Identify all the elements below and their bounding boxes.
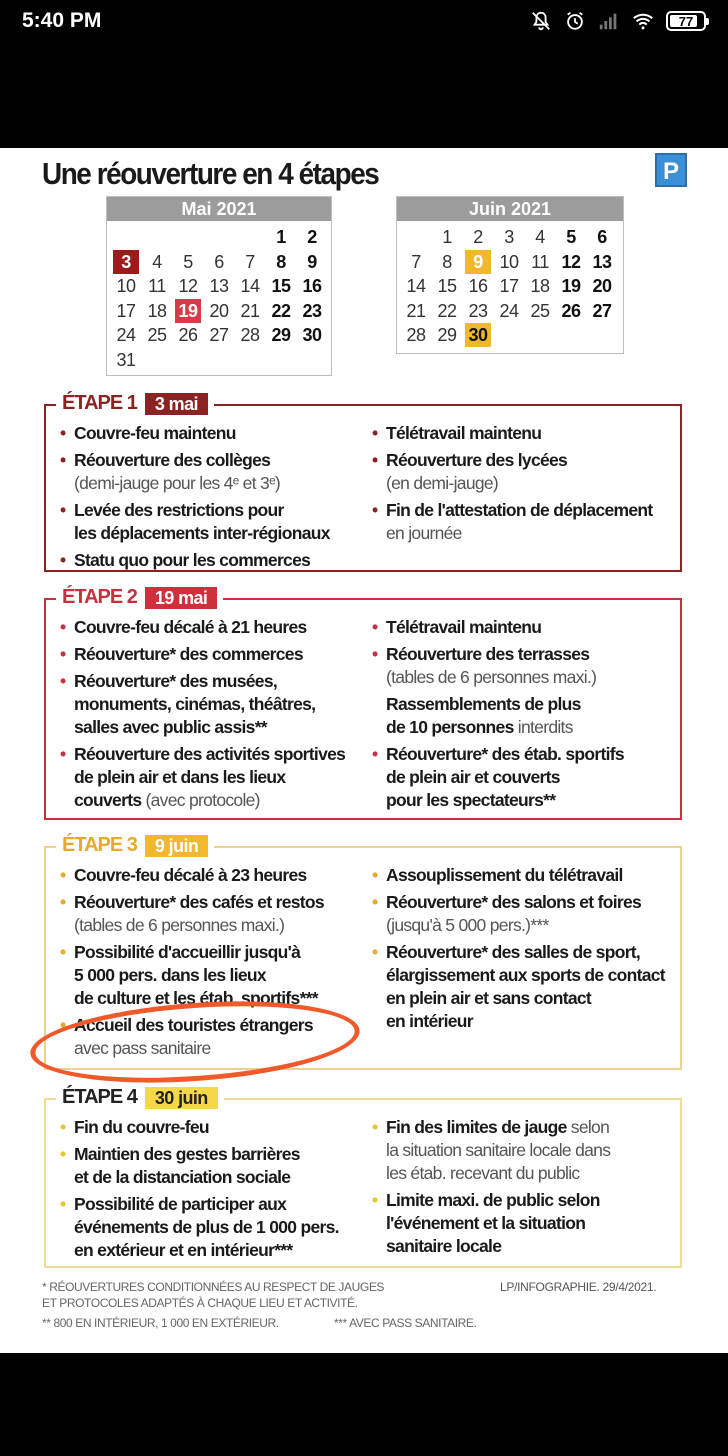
calendar-month: Juin 2021 (397, 197, 623, 221)
bullet-icon: • (372, 865, 378, 885)
calendar-day: 24 (116, 325, 136, 345)
stage-item-text: monuments, cinémas, théâtres, (74, 694, 316, 714)
stage-item (370, 643, 680, 689)
calendar-day: 11 (531, 251, 549, 272)
stage-item-text: les étab. recevant du public (386, 1163, 580, 1183)
stage-title (56, 392, 214, 415)
status-icons (530, 10, 706, 32)
bullet-icon: • (60, 1144, 66, 1164)
stage-item-text: en plein air et sans contact (386, 988, 592, 1008)
status-time: 5:40 PM (22, 9, 102, 32)
stage-title (56, 1086, 224, 1109)
calendar-day: 24 (499, 300, 519, 321)
stage-item (370, 891, 680, 937)
stage-item (58, 616, 368, 639)
bullet-icon: • (60, 892, 66, 912)
calendar-day: 15 (271, 276, 291, 296)
stage-item-text: Couvre-feu décalé à 23 heures (74, 865, 307, 885)
stage-item-text: 5 000 pers. dans les lieux (74, 965, 266, 985)
stage-item-text: et de la distanciation sociale (74, 1167, 291, 1187)
calendar-day: 18 (530, 276, 550, 296)
calendar-day: 28 (240, 325, 260, 345)
stage-item-text: interdits (517, 717, 573, 737)
calendar-day: 29 (271, 325, 291, 345)
publisher-logo: P (655, 153, 687, 187)
calendar-day: 2 (307, 227, 317, 247)
stage-item (58, 422, 368, 445)
stage-item-text: Fin de l'attestation de déplacement (386, 500, 653, 520)
bullet-icon: • (372, 1190, 378, 1210)
wifi-icon (632, 10, 654, 32)
stage-column-left (58, 422, 368, 576)
stage-item-text: Couvre-feu maintenu (74, 423, 236, 443)
calendar-day: 19 (561, 276, 581, 296)
bullet-icon: • (60, 865, 66, 885)
calendar-day: 30 (465, 323, 491, 347)
calendar-day: 7 (411, 251, 421, 272)
stage-column-right (370, 616, 680, 816)
stage-item-text: Statu quo pour les commerces (74, 550, 311, 570)
stage-item (370, 1189, 680, 1258)
calendar-day: 18 (147, 300, 167, 321)
calendar-day: 29 (437, 325, 457, 345)
calendar-day: 13 (592, 251, 612, 272)
calendar-month: Mai 2021 (107, 197, 331, 221)
alarm-icon (564, 10, 586, 32)
footnote-4: *** AVEC PASS SANITAIRE. (334, 1316, 477, 1330)
footnote-2: ET PROTOCOLES ADAPTÉS À CHAQUE LIEU ET ACTIVITÉ. (42, 1296, 358, 1310)
bullet-icon: • (60, 1194, 66, 1214)
stage-item (58, 743, 368, 812)
signal-icon (598, 10, 620, 32)
calendar-day: 23 (468, 300, 488, 321)
bullet-icon: • (60, 671, 66, 691)
stage-item-text: sanitaire locale (386, 1236, 502, 1256)
nav-bar (0, 1353, 728, 1456)
calendar-day: 13 (209, 276, 229, 296)
stage-item-text: Réouverture* des étab. sportifs (386, 744, 624, 764)
stage-title (56, 834, 214, 857)
calendar-day: 16 (468, 276, 488, 296)
stage-column-right (370, 1116, 680, 1262)
bullet-icon: • (372, 744, 378, 764)
calendar-day: 7 (245, 251, 255, 272)
bullet-icon: • (372, 892, 378, 912)
calendar-day: 6 (214, 251, 224, 272)
stage-item-text: l'événement et la situation (386, 1213, 586, 1233)
stage-item-text: Possibilité de participer aux (74, 1194, 287, 1214)
calendar-day: 28 (406, 325, 426, 345)
stage-item-text: Couvre-feu décalé à 21 heures (74, 617, 307, 637)
stage-label: ÉTAPE 4 (62, 1086, 137, 1108)
stage-item-text: en extérieur et en intérieur*** (74, 1240, 293, 1260)
battery-level: 77 (678, 13, 694, 29)
battery-icon (666, 11, 706, 31)
calendar-day: 9 (307, 251, 317, 272)
bullet-icon: • (372, 644, 378, 664)
stage-item-text: Réouverture* des salons et foires (386, 892, 642, 912)
stage-item-text: (tables de 6 personnes maxi.) (386, 667, 597, 687)
stage-item (58, 1143, 368, 1189)
stage-item (58, 499, 368, 545)
bullet-icon: • (60, 550, 66, 570)
stage-item-text: Réouverture des lycées (386, 450, 568, 470)
stage-item (370, 422, 680, 445)
stage-2-box (44, 586, 682, 820)
bullet-icon: • (372, 617, 378, 637)
page-title: Une réouverture en 4 étapes (42, 156, 379, 191)
stage-item-text: (jusqu'à 5 000 pers.)*** (386, 915, 549, 935)
stage-item-text: en intérieur (386, 1011, 473, 1031)
stage-item (370, 449, 680, 495)
stage-label: ÉTAPE 3 (62, 834, 137, 856)
bullet-icon: • (60, 1015, 66, 1035)
calendar-day: 10 (116, 276, 136, 296)
calendar-day: 20 (592, 276, 612, 296)
stage-item-text: Fin du couvre-feu (74, 1117, 209, 1137)
stage-item-text: couverts (74, 790, 146, 810)
calendar-day: 1 (442, 227, 452, 247)
stage-item (58, 670, 368, 739)
stage-item-text: selon (570, 1117, 610, 1137)
stage-label: ÉTAPE 2 (62, 586, 137, 608)
footnote-3: ** 800 EN INTÉRIEUR, 1 000 EN EXTÉRIEUR. (42, 1316, 279, 1330)
calendar-day: 2 (473, 227, 483, 247)
calendar-day: 27 (592, 300, 612, 321)
stage-item-text: de plein air et couverts (386, 767, 560, 787)
stage-item (370, 693, 680, 739)
credit: LP/INFOGRAPHIE. 29/4/2021. (500, 1280, 657, 1294)
calendar-day: 3 (504, 227, 514, 247)
stage-item-text: Réouverture* des musées, (74, 671, 278, 691)
stage-item-text: Réouverture* des cafés et restos (74, 892, 324, 912)
stage-item-text: élargissement aux sports de contact (386, 965, 665, 985)
calendar-day: 31 (116, 349, 136, 370)
stage-column-right (370, 864, 680, 1037)
bullet-icon: • (60, 744, 66, 764)
status-bar (0, 0, 728, 44)
stage-item (370, 499, 680, 545)
stage-column-left (58, 1116, 368, 1266)
stage-item-text: en journée (386, 523, 462, 543)
calendar-day: 10 (499, 251, 519, 272)
stage-item (58, 891, 368, 937)
bullet-icon: • (60, 1117, 66, 1137)
stage-item-text: Levée des restrictions pour (74, 500, 284, 520)
bullet-icon: • (60, 450, 66, 470)
stage-item (58, 1116, 368, 1139)
bullet-icon: • (372, 423, 378, 443)
stage-item-text: événements de plus de 1 000 pers. (74, 1217, 339, 1237)
calendar-day: 1 (276, 227, 286, 247)
calendar-day: 25 (530, 300, 550, 321)
stage-4-box (44, 1086, 682, 1268)
infographic (0, 148, 728, 1353)
stage-item-text: (en demi-jauge) (386, 473, 499, 493)
stage-item-text: Réouverture* des salles de sport, (386, 942, 641, 962)
calendar-day: 8 (442, 251, 452, 272)
stage-date-badge: 9 juin (145, 835, 208, 857)
stage-item (370, 1116, 680, 1185)
stage-date-badge: 19 mai (145, 587, 217, 609)
stage-item (370, 743, 680, 812)
calendar-day: 5 (566, 227, 576, 247)
calendar-day: 4 (152, 251, 162, 272)
stage-item (58, 941, 368, 1010)
stage-item-text: Limite maxi. de public selon (386, 1190, 600, 1210)
stage-item-text: de 10 personnes (386, 717, 518, 737)
stage-item (370, 941, 680, 1033)
calendar-day: 8 (276, 251, 286, 272)
calendar-day: 14 (406, 276, 426, 296)
calendar-day: 16 (302, 276, 322, 296)
calendar-day: 12 (561, 251, 581, 272)
footnote-1: * RÉOUVERTURES CONDITIONNÉES AU RESPECT DE JAUGES (42, 1280, 385, 1294)
stage-1-box (44, 392, 682, 572)
mute-bell-icon (530, 10, 552, 32)
calendar-day: 5 (183, 251, 193, 272)
calendar-day: 21 (240, 300, 260, 321)
stage-item (58, 549, 368, 572)
calendar-day: 25 (147, 325, 167, 345)
stage-item-text: pour les spectateurs** (386, 790, 556, 810)
calendar-may (106, 196, 332, 376)
stage-column-left (58, 616, 368, 816)
calendar-day: 19 (175, 299, 201, 323)
bullet-icon: • (60, 644, 66, 664)
calendar-day: 4 (535, 227, 545, 247)
calendar-day: 22 (437, 300, 457, 321)
stage-item-text: Maintien des gestes barrières (74, 1144, 300, 1164)
stage-item-text: Assouplissement du télétravail (386, 865, 623, 885)
stage-item-text: Télétravail maintenu (386, 423, 542, 443)
stage-item-text: avec pass sanitaire (74, 1038, 211, 1058)
bullet-icon: • (60, 617, 66, 637)
calendar-day: 23 (302, 300, 322, 321)
calendar-day: 17 (116, 300, 136, 321)
calendar-day: 6 (597, 227, 607, 247)
bullet-icon: • (372, 942, 378, 962)
stage-item-text: Télétravail maintenu (386, 617, 542, 637)
stage-item-text: de culture et les étab. sportifs*** (74, 988, 318, 1008)
calendar-june (396, 196, 624, 354)
stage-item-text: (avec protocole) (145, 790, 260, 810)
stage-item (58, 864, 368, 887)
calendar-day: 12 (178, 276, 198, 296)
calendar-day: 21 (406, 300, 426, 321)
stage-title (56, 586, 223, 609)
stage-item (58, 449, 368, 495)
calendar-day: 26 (178, 325, 198, 345)
bullet-icon: • (372, 500, 378, 520)
stage-item-text: Réouverture des collèges (74, 450, 271, 470)
stage-item-text: (tables de 6 personnes maxi.) (74, 915, 285, 935)
calendar-day: 17 (499, 276, 519, 296)
stage-item (370, 616, 680, 639)
calendar-day: 15 (437, 276, 457, 296)
stage-item-text: Fin des limites de jauge (386, 1117, 571, 1137)
calendar-day: 20 (209, 300, 229, 321)
calendar-day: 22 (271, 300, 291, 321)
stage-item-text: salles avec public assis** (74, 717, 267, 737)
calendar-day: 30 (302, 325, 322, 345)
bullet-icon: • (372, 450, 378, 470)
stage-date-badge: 30 juin (145, 1087, 218, 1109)
stage-item-text: Réouverture des activités sportives (74, 744, 346, 764)
stage-item-text: de plein air et dans les lieux (74, 767, 286, 787)
stage-item (58, 1193, 368, 1262)
calendar-day: 9 (465, 250, 491, 274)
bullet-icon: • (372, 1117, 378, 1137)
stage-item-text: Réouverture* des commerces (74, 644, 303, 664)
stage-item (58, 643, 368, 666)
stage-item-text: Accueil des touristes étrangers (74, 1015, 313, 1035)
calendar-day: 27 (209, 325, 229, 345)
calendar-day: 14 (240, 276, 260, 296)
calendar-day: 11 (148, 276, 166, 296)
stage-date-badge: 3 mai (145, 393, 208, 415)
stage-item-text: la situation sanitaire locale dans (386, 1140, 611, 1160)
stage-item-text: Rassemblements de plus (386, 694, 581, 714)
stage-item-text: Possibilité d'accueillir jusqu'à (74, 942, 301, 962)
stage-item-text: (demi-jauge pour les 4ᵉ et 3ᵉ) (74, 473, 281, 493)
stage-column-right (370, 422, 680, 549)
stage-item-text: Réouverture des terrasses (386, 644, 590, 664)
bullet-icon: • (60, 942, 66, 962)
stage-label: ÉTAPE 1 (62, 392, 137, 414)
stage-item-text: les déplacements inter-régionaux (74, 523, 330, 543)
calendar-day: 3 (113, 250, 139, 274)
bullet-icon: • (60, 500, 66, 520)
stage-item (370, 864, 680, 887)
calendar-day: 26 (561, 300, 581, 321)
bullet-icon: • (60, 423, 66, 443)
